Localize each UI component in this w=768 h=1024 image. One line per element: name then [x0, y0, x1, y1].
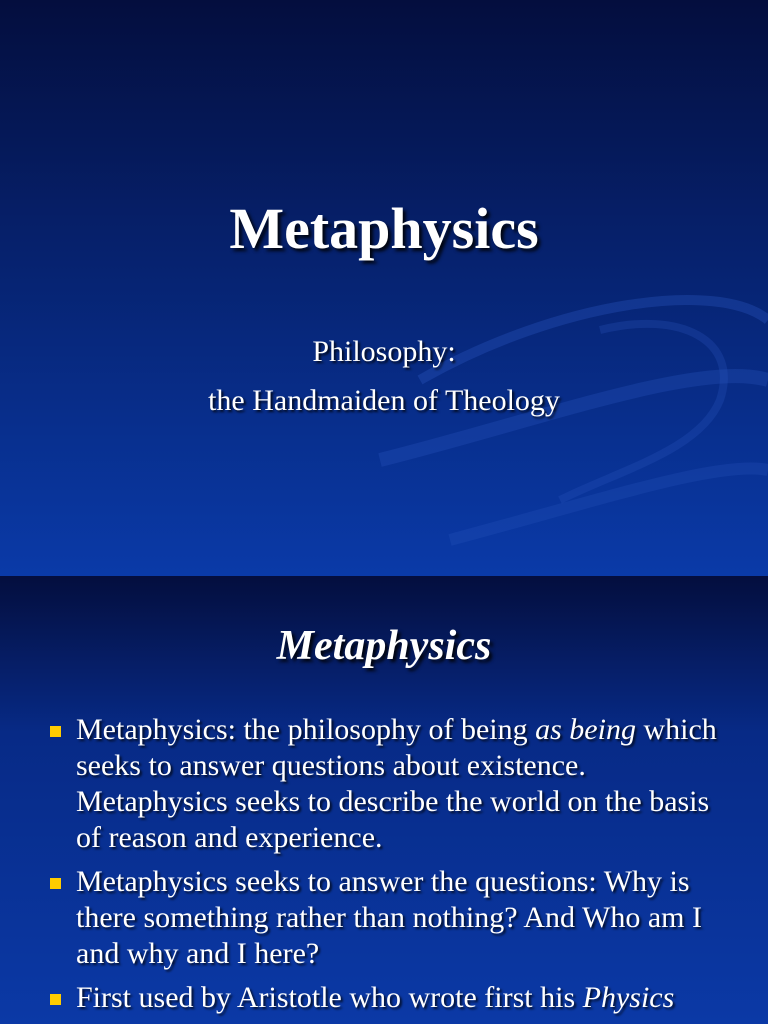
square-bullet-icon — [50, 726, 61, 737]
bullet-text: Metaphysics seeks to answer the questions: Why is there something rather than nothing? And Who am I and why and I here? — [76, 865, 702, 970]
slide-title: Metaphysics — [229, 196, 539, 261]
bullet-text: First used by Aristotle who wrote first his — [76, 981, 583, 1014]
bullet-emphasis: Physics — [582, 981, 675, 1014]
slide-heading: Metaphysics — [276, 623, 492, 669]
bullet-item — [46, 712, 736, 856]
bullet-text-continued: which seeks to answer questions about existence. Metaphysics seeks to describe the world on the basis of reason and experience. — [76, 713, 717, 854]
subtitle-line-2: the Handmaiden of Theology — [208, 384, 560, 417]
subtitle-line-1: Philosophy: — [312, 335, 456, 368]
bullet-item — [46, 864, 736, 972]
bullet-item — [46, 980, 736, 1016]
bullet-emphasis: as being — [535, 713, 636, 746]
square-bullet-icon — [50, 878, 61, 889]
bullet-list — [46, 712, 736, 1024]
square-bullet-icon — [50, 994, 61, 1005]
content-slide — [0, 576, 768, 1024]
bullet-text: Metaphysics: the philosophy of being — [76, 713, 536, 746]
